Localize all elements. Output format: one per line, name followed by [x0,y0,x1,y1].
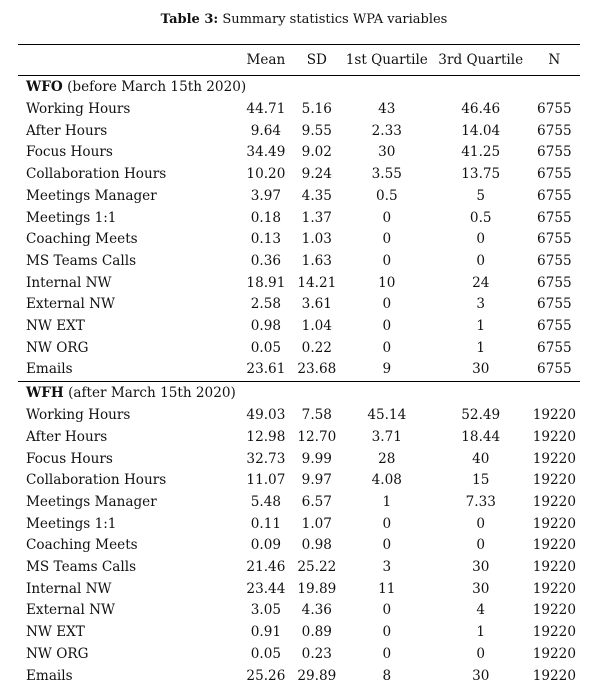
row-label: Collaboration Hours [26,166,167,183]
table-cell: 30 [472,361,490,378]
table-cell: 0 [382,296,392,313]
table-cell: 1.04 [301,318,332,335]
column-header [18,45,239,76]
table-row [18,208,580,230]
table-row [18,316,580,338]
table-cell: 49.03 [246,407,286,424]
table-cell: 0 [382,339,392,356]
row-label: After Hours [26,122,108,139]
table-cell: 0.89 [301,624,332,641]
row-label: Meetings Manager [26,493,157,510]
table-cell: 14.21 [297,274,337,291]
row-label: Collaboration Hours [26,472,167,489]
table-cell: 7.33 [465,493,496,510]
table-cell: 19220 [532,580,576,597]
table-cell: 0 [476,537,486,554]
table-cell: 2.58 [250,296,282,313]
table-cell: 6755 [537,361,572,378]
table-cell: 0 [382,252,392,269]
table-cell: 1.37 [301,209,332,226]
table-cell: 4.08 [371,472,402,489]
caption-label: Table 3: [160,12,219,27]
table-cell: 0.5 [375,187,398,204]
table-cell: 6755 [537,296,572,313]
table-cell: 3 [476,296,486,313]
table-row [18,470,580,492]
table-cell: 19220 [532,624,576,641]
table-cell: 9.97 [301,472,332,489]
table-cell: 12.70 [297,428,337,445]
table-cell: 0.23 [301,645,332,662]
table-cell: 0.91 [250,624,282,641]
table-cell: 45.14 [367,407,407,424]
row-label: Meetings 1:1 [26,515,117,532]
row-label: Working Hours [26,101,131,117]
table-cell: 1 [476,624,486,641]
table-cell: 40 [472,450,490,467]
table-cell: 52.49 [461,407,501,424]
table-cell: 23.44 [246,580,286,597]
table-cell: 13.75 [461,166,501,183]
table-cell: 23.68 [297,361,337,378]
table-cell: 4.35 [301,187,332,204]
table-body [18,76,580,688]
section-header [18,382,580,406]
column-header: 1st Quartile [345,52,428,68]
table-cell: 19220 [532,515,576,532]
table-cell: 0.05 [250,339,282,356]
table-cell: 0 [382,645,392,662]
table-cell: 11 [378,580,396,597]
table-cell: 21.46 [246,559,286,576]
table-cell: 9.55 [301,122,332,139]
table-row [18,405,580,427]
table-row [18,557,580,579]
row-label: Focus Hours [26,450,113,467]
table-cell: 7.58 [301,407,332,424]
table-row [18,121,580,143]
table-row [18,427,580,449]
table-cell: 0 [382,602,392,619]
table-cell: 9.02 [301,144,332,161]
table-cell: 0.98 [301,537,332,554]
table-cell: 19220 [532,602,576,619]
table-row [18,294,580,316]
table-cell: 14.04 [461,122,501,139]
table-row [18,644,580,666]
table-cell: 0 [476,515,486,532]
table-cell: 19220 [532,493,576,510]
table-row [18,535,580,557]
row-label: Internal NW [26,580,112,597]
table-cell: 0 [382,231,392,248]
section-title: WFH [26,385,64,402]
table-row [18,600,580,622]
table-cell: 34.49 [246,144,286,161]
row-label: NW EXT [26,318,85,335]
row-label: Internal NW [26,274,112,291]
table-cell: 18.91 [246,274,286,291]
table-cell: 24 [472,274,490,291]
table-cell: 19220 [532,537,576,554]
table-cell: 0.36 [250,252,282,269]
table-row [18,338,580,360]
table-cell: 0.5 [469,209,492,226]
table-cell: 19220 [532,472,576,489]
table-cell: 46.46 [461,101,501,117]
table-cell: 2.33 [371,122,402,139]
table-cell: 4.36 [301,602,332,619]
table-cell: 4 [476,602,486,619]
table-cell: 19220 [532,407,576,424]
table-cell: 30 [472,580,490,597]
table-cell: 0.22 [301,339,332,356]
table-cell: 0.05 [250,645,282,662]
table-row [18,579,580,601]
table-row [18,251,580,273]
row-label: NW ORG [26,339,89,356]
table-cell: 0 [476,252,486,269]
table-row [18,492,580,514]
table-cell: 19220 [532,667,576,684]
column-header: 3rd Quartile [438,52,524,68]
table-cell: 18.44 [461,428,501,445]
table-cell: 3.97 [250,187,282,204]
row-label: External NW [26,296,115,313]
table-cell: 19220 [532,450,576,467]
table-cell: 1 [476,339,486,356]
caption-text: Summary statistics WPA variables [222,12,448,27]
table-cell: 0 [382,318,392,335]
table-cell: 30 [472,667,490,684]
table-caption [0,12,608,27]
table-cell: 0.09 [250,537,282,554]
table-cell: 3.05 [250,602,282,619]
table-cell: 6755 [537,101,572,117]
table-cell: 6755 [537,318,572,335]
table-cell: 1.07 [301,515,332,532]
table-cell: 28 [378,450,396,467]
table-cell: 0 [382,624,392,641]
section-header [18,76,580,100]
row-label: Working Hours [26,407,131,424]
row-label: Meetings Manager [26,187,157,204]
summary-table-container [18,44,580,687]
table-cell: 6755 [537,231,572,248]
table-cell: 15 [472,472,490,489]
table-cell: 11.07 [246,472,286,489]
table-cell: 3 [382,559,392,576]
table-cell: 9.24 [301,166,332,183]
table-row [18,359,580,381]
column-header: N [548,52,561,68]
table-cell: 6755 [537,166,572,183]
table-row [18,186,580,208]
table-cell: 29.89 [297,667,337,684]
row-label: Coaching Meets [26,231,138,248]
table-row [18,164,580,186]
row-label: MS Teams Calls [26,252,137,269]
section-title: WFO [26,79,63,95]
table-cell: 0.98 [250,318,282,335]
table-cell: 1 [476,318,486,335]
table-row [18,514,580,536]
table-cell: 1.03 [301,231,332,248]
table-cell: 1.63 [301,252,332,269]
table-cell: 0 [476,645,486,662]
column-header: SD [306,52,327,68]
table-cell: 41.25 [461,144,501,161]
section-header-row [18,382,580,406]
table-cell: 6755 [537,187,572,204]
table-cell: 44.71 [246,101,286,117]
column-header: Mean [246,52,286,68]
table-cell: 6755 [537,252,572,269]
summary-statistics-table [18,44,580,687]
table-cell: 30 [378,144,396,161]
table-cell: 0 [382,209,392,226]
table-cell: 0.11 [250,515,282,532]
table-cell: 0.18 [250,209,282,226]
table-cell: 6755 [537,122,572,139]
table-cell: 19220 [532,559,576,576]
section-header-row [18,76,580,100]
table-row [18,666,580,688]
row-label: MS Teams Calls [26,559,137,576]
table-cell: 1 [382,493,392,510]
table-cell: 10 [378,274,396,291]
row-label: Focus Hours [26,144,113,161]
table-cell: 3.55 [371,166,402,183]
table-row [18,273,580,295]
row-label: External NW [26,602,115,619]
table-cell: 0.13 [250,231,282,248]
table-cell: 3.61 [301,296,332,313]
row-label: After Hours [26,428,108,445]
table-cell: 43 [378,101,396,117]
table-cell: 6755 [537,209,572,226]
row-label: NW EXT [26,624,85,641]
table-cell: 0 [382,537,392,554]
table-cell: 19220 [532,645,576,662]
table-cell: 9.99 [301,450,332,467]
table-cell: 10.20 [246,166,286,183]
section-subtitle: (after March 15th 2020) [68,385,236,402]
table-row [18,449,580,471]
table-cell: 5 [476,187,486,204]
table-cell: 6755 [537,144,572,161]
table-cell: 9.64 [250,122,282,139]
table-row [18,142,580,164]
table-cell: 30 [472,559,490,576]
table-row [18,622,580,644]
row-label: Coaching Meets [26,537,138,554]
row-label: Emails [26,667,73,684]
table-cell: 6755 [537,274,572,291]
table-cell: 0 [382,515,392,532]
table-cell: 5.48 [250,493,282,510]
table-cell: 6.57 [301,493,332,510]
table-cell: 19.89 [297,580,337,597]
table-cell: 25.26 [246,667,286,684]
header-row [18,45,580,76]
table-row [18,99,580,121]
table-cell: 19220 [532,428,576,445]
table-cell: 9 [382,361,392,378]
row-label: Meetings 1:1 [26,209,117,226]
table-cell: 3.71 [371,428,402,445]
section-subtitle: (before March 15th 2020) [67,79,247,95]
table-cell: 6755 [537,339,572,356]
table-cell: 5.16 [301,101,332,117]
row-label: Emails [26,361,73,378]
table-cell: 25.22 [297,559,337,576]
table-cell: 12.98 [246,428,286,445]
table-cell: 8 [382,667,392,684]
table-cell: 0 [476,231,486,248]
table-row [18,229,580,251]
row-label: NW ORG [26,645,89,662]
table-cell: 23.61 [246,361,286,378]
table-cell: 32.73 [246,450,286,467]
